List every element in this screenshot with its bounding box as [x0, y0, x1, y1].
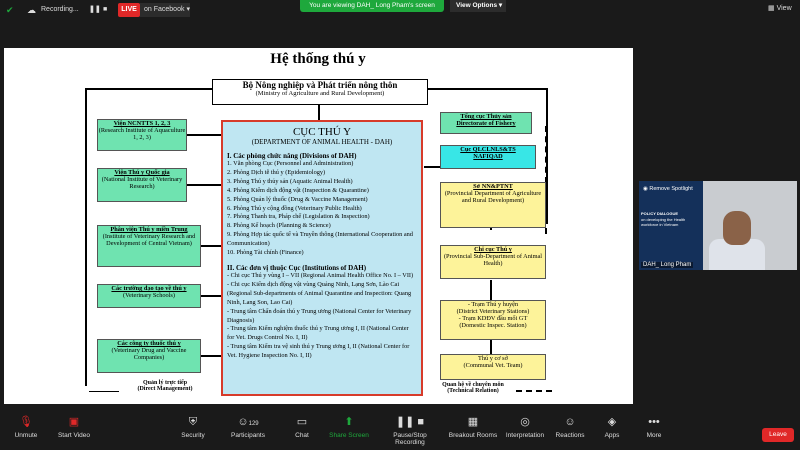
pause-recording-icon[interactable]: ❚❚ [89, 6, 101, 13]
viewing-banner: You are viewing DAH_ Long Pham's screen [300, 0, 444, 12]
pause-recording-label: Pause/Stop Recording [393, 432, 427, 446]
right-box-subtitle: NAFIQAD [473, 153, 503, 160]
recording-label: Recording... [41, 6, 79, 13]
more-icon: ••• [648, 416, 660, 428]
chat-button[interactable] [290, 410, 314, 450]
start-video-button[interactable] [54, 410, 94, 450]
division-item: 1. Văn phòng Cục (Personnel and Administration) [227, 160, 354, 167]
participants-icon: ☺129 [237, 416, 259, 428]
right-box-district-stations [440, 300, 546, 340]
division-item: 10. Phòng Tài chính (Finance) [227, 249, 304, 257]
apps-label: Apps [604, 432, 620, 439]
more-button[interactable] [642, 410, 666, 450]
connector-line [201, 355, 221, 357]
reactions-label: Reactions [555, 432, 585, 439]
meeting-toolbar [0, 410, 800, 450]
leave-button[interactable]: Leave [762, 428, 794, 442]
interpretation-button[interactable] [504, 410, 546, 450]
left-box-subtitle: (National Institute of Veterinary Research) [101, 176, 183, 190]
live-badge[interactable]: LIVE [118, 3, 140, 17]
left-box-subtitle: (Institute of Veterinary Research and Development of Central Vietnam) [102, 233, 196, 247]
start-video-label: Start Video [57, 432, 91, 439]
shield-icon[interactable]: ✔ [6, 5, 14, 15]
connector-line [201, 245, 221, 247]
left-box-title: Viện Thú y Quốc gia [114, 169, 170, 176]
right-box-subtitle: (Provincial Department of Agriculture and Rural Development) [444, 190, 542, 204]
connector-line [490, 338, 492, 354]
connector-line [187, 184, 221, 186]
pause-stop-recording-button[interactable] [378, 410, 442, 450]
connector-line [85, 88, 212, 90]
participant-name: DAH_ Long Pham [643, 262, 692, 268]
dah-subtitle: (DEPARTMENT OF ANIMAL HEALTH - DAH) [251, 138, 393, 146]
unmute-label: Unmute [14, 432, 38, 439]
participants-count: 129 [248, 421, 259, 427]
view-options-button[interactable] [450, 0, 506, 12]
left-box-title: Viện NCNTTS 1, 2, 3 [113, 120, 171, 127]
smiley-icon: ☺ [564, 416, 576, 428]
view-options-label: View Options [456, 2, 498, 9]
more-label: More [646, 432, 662, 439]
legend-technical-label: Quan hệ về chuyên môn [442, 382, 504, 388]
pause-stop-icon: ❚❚ ■ [395, 416, 425, 428]
shared-screen[interactable] [4, 48, 633, 404]
connector-line [187, 134, 221, 136]
right-box-title: Sở NN&PTNT [473, 183, 513, 190]
spotlight-icon: ◉ [643, 186, 648, 192]
institution-item: - Trung tâm Kiểm nghiệm thuốc thú y Trung ương I, II (National Center for Vet. Drugs Control No. I, II) [227, 325, 409, 342]
live-platform-label: on Facebook [144, 6, 185, 13]
legend-direct-english: (Direct Management) [137, 386, 193, 392]
video-off-icon: ▣ [68, 416, 80, 428]
unmute-button[interactable] [8, 410, 44, 450]
legend-solid-line [89, 391, 119, 392]
participants-button[interactable] [224, 410, 272, 450]
security-label: Security [181, 432, 205, 439]
cloud-icon: ☁ [27, 5, 36, 15]
view-label: View [776, 5, 792, 12]
left-box-drug-companies [97, 339, 201, 373]
right-box-sub-department [440, 245, 546, 279]
chevron-down-icon: ▾ [186, 6, 190, 13]
right-box-title: Cục QLCLNLS&TS [460, 146, 516, 153]
apps-icon: ◈ [607, 416, 617, 428]
connector-line [85, 88, 87, 386]
divisions-heading: I. Các phòng chức năng (Divisions of DAH) [227, 152, 357, 160]
right-box-subtitle-2: (Domestic Inspec. Station) [459, 322, 527, 329]
institutions-heading: II. Các đơn vị thuộc Cục (Institutions of DAH) [227, 263, 367, 272]
legend-technical-english: (Technical Relation) [447, 388, 499, 394]
right-box-provincial-dept [440, 182, 546, 228]
globe-icon: ◎ [520, 416, 530, 428]
connector-line [201, 295, 221, 297]
division-item: 8. Phòng Kế hoạch (Planning & Science) [227, 222, 331, 230]
grid-icon: ▦ [768, 5, 775, 12]
security-button[interactable] [176, 410, 210, 450]
person-head [723, 211, 751, 245]
right-box-subtitle: Directorate of Fishery [456, 120, 516, 127]
right-box-subtitle: (District Veterinary Stations) [456, 308, 530, 315]
dah-center-box [221, 120, 423, 396]
live-platform-dropdown[interactable] [140, 3, 190, 17]
share-screen-icon: ⬆ [344, 416, 354, 428]
backdrop-subtitle: on developing the Health workforce in Vietnam [641, 217, 686, 227]
reactions-button[interactable] [554, 410, 586, 450]
remove-spotlight-button[interactable] [643, 186, 693, 192]
stop-recording-icon[interactable]: ■ [103, 6, 108, 13]
share-screen-label: Share Screen [329, 432, 369, 439]
participants-label: Participants [231, 432, 265, 439]
connector-line [428, 88, 548, 90]
meeting-top-bar [0, 0, 800, 20]
connector-line [424, 166, 440, 168]
division-item: 7. Phòng Thanh tra, Pháp chế (Legislation & Inspection) [227, 213, 370, 221]
right-box-subtitle: (Communal Vet. Team) [463, 362, 523, 369]
right-box-communal-team [440, 354, 546, 380]
legend-technical-relation [432, 382, 514, 394]
microphone-muted-icon: 🎙 [19, 416, 33, 428]
connector-line [490, 280, 492, 302]
breakout-rooms-icon: ▦ [467, 416, 479, 428]
connector-line [318, 105, 320, 120]
left-box-aquaculture [97, 119, 187, 151]
chevron-down-icon: ▾ [498, 2, 503, 9]
backdrop-title: POLICY DIALOGUE [641, 211, 679, 216]
breakout-rooms-button[interactable] [448, 410, 498, 450]
left-box-subtitle: (Veterinary Drug and Vaccine Companies) [111, 347, 187, 361]
ministry-box [212, 79, 428, 105]
share-screen-button[interactable] [326, 410, 372, 450]
shield-icon: ⛨ [188, 416, 198, 428]
right-box-nafiqad [440, 145, 536, 169]
left-box-title: Các công ty thuốc thú y [117, 340, 181, 347]
right-box-fishery [440, 112, 532, 134]
ministry-name: Bộ Nông nghiệp và Phát triển nông thôn [242, 80, 398, 90]
chat-label: Chat [295, 432, 309, 439]
left-box-title: Các trường đạo tạo về thú y [111, 285, 187, 292]
division-item: 9. Phòng Hợp tác quốc tế và Truyền thông (International Cooperation and Communication) [227, 231, 413, 248]
institution-item: - Trung tâm Kiểm tra vệ sinh thú y Trung ương I, II (National Center for Vet. Hygiene Inspection No. I, II) [227, 343, 410, 360]
remove-spotlight-label: Remove Spotlight [649, 186, 693, 192]
division-item: 6. Phòng Thú y cộng đồng (Veterinary Public Health) [227, 204, 362, 212]
right-box-title: Thú y cơ sở [478, 355, 508, 362]
right-box-title: - Trạm Thú y huyện [467, 301, 519, 308]
institution-item: - Trung tâm Chẩn đoán thú y Trung ương (National Center for Veterinary Diagnosis) [227, 307, 412, 324]
right-box-title: Tổng cục Thủy sản [460, 113, 512, 120]
right-box-title-2: - Trạm KDĐV đầu mối GT [458, 315, 528, 322]
left-box-title: Phân viện Thú y miền Trung [110, 226, 188, 233]
participant-video[interactable] [639, 181, 797, 270]
division-item: 5. Phòng Quản lý thuốc (Drug & Vaccine Management) [227, 195, 368, 203]
legend-direct-label: Quản lý trực tiếp [142, 380, 188, 386]
apps-button[interactable] [600, 410, 624, 450]
chat-icon: ▭ [296, 416, 308, 428]
interpretation-label: Interpretation [505, 432, 545, 439]
presentation-backdrop [639, 181, 703, 270]
slide-title: Hệ thống thú y [270, 51, 366, 67]
legend-direct-management [120, 380, 210, 392]
legend-dashed-line [516, 390, 552, 392]
right-box-title: Chi cục Thú y [474, 246, 512, 253]
division-item: 2. Phòng Dịch tễ thú y (Epidemiology) [227, 168, 326, 176]
ministry-english: (Ministry of Agriculture and Rural Development) [255, 90, 385, 97]
institution-item: - Chi cục Thú y vùng I – VII (Regional Animal Health Office No. I – VII) [227, 271, 414, 279]
institution-item: - Chi cục Kiểm dịch động vật vùng Quảng Ninh, Lạng Sơn, Lào Cai (Regional Sub-departments of Animal Quarantine and Inspection: Quang Ninh, Lang Son, Lao Cai) [227, 280, 412, 306]
left-box-vet-research [97, 168, 187, 202]
left-box-central-vietnam [97, 225, 201, 267]
division-item: 3. Phòng Thú y thủy sản (Aquatic Animal Health) [227, 177, 353, 185]
left-box-subtitle: (Research Institute of Aquaculture 1, 2, 3) [98, 127, 186, 141]
dah-title: CỤC THÚ Y [292, 126, 352, 138]
division-item: 4. Phòng Kiểm dịch động vật (Inspection & Quarantine) [227, 186, 369, 194]
right-box-subtitle: (Provincial Sub-Department of Animal Health) [443, 253, 543, 267]
breakout-rooms-label: Breakout Rooms [448, 432, 498, 439]
view-button[interactable] [768, 4, 792, 12]
left-box-subtitle: (Veterinary Schools) [123, 292, 175, 299]
left-box-vet-schools [97, 284, 201, 308]
